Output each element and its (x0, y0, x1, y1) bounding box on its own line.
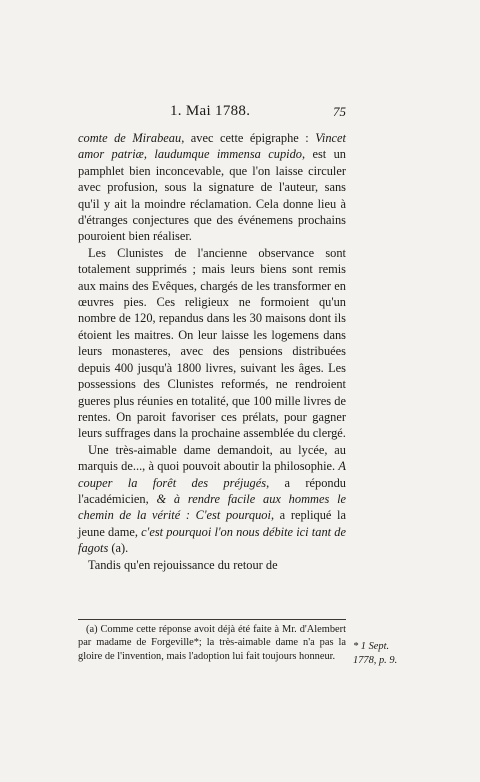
quote: c'est pourquoi l'on nous débite ici tant de fagots (78, 524, 346, 556)
person-name: comte de Mirabeau (78, 131, 182, 145)
text-run: , a répondu l'académicien, (78, 475, 346, 506)
paragraph-tandis: Tandis qu'en rejouissance du retour de (88, 557, 278, 572)
footnote (78, 623, 346, 663)
running-title: 1. Mai 1788. (170, 103, 251, 119)
margin-note-line: * 1 Sept. (353, 641, 390, 652)
epigraph: Vincet amor patriæ, laudumque immensa cupido (78, 131, 346, 162)
text-run: , est un pamphlet bien inconcevable, que l'on laisse circuler avec profusion, sous la signature de l'auteur, sans qu'il y ait la moindre réclamation. Cela donne lieu à d'étranges conjectures que des événemens prochains pouroient bien réaliser. (78, 147, 346, 244)
margin-note-line: 1778, p. 9. (353, 654, 398, 666)
page-header (78, 101, 346, 129)
margin-note (353, 640, 433, 668)
paragraph-clunistes: Les Clunistes de l'ancienne observance sont totalement supprimés ; mais leurs biens sont remis aux mains des Evêques, chargés de les transformer en œuvres pies. Ces religieux ne formoient qu'un nombre de 120, repandus dans les 30 maisons dont ils étoient les maitres. On leur laisse les logemens dans leurs monasteres, avec des pensions distribuées depuis 400 jusqu'à 1800 livres, suivant les âges. Les possessions des Clunistes reformés, ne rendroient gueres plus réunies en totalité, que 100 mille livres de rentes. On paroit favoriser ces prélats, pour gagner leurs suffrages dans la prochaine assemblée du clergé. (78, 245, 346, 441)
footnote-text: (a) Comme cette réponse avoit déjà été faite à Mr. d'Alembert par madame de Forgeville*; la très-aimable dame n'a pas la gloire de l'invention, mais l'adoption lui fait toujours honneur. (78, 624, 346, 662)
paragraph-lycee (78, 442, 346, 557)
text-run: , avec cette épigraphe : (181, 131, 316, 145)
quote: A couper la forêt des préjugés (78, 459, 346, 490)
quote: & à rendre facile aux hommes le chemin de la vérité : C'est pourquoi (78, 491, 347, 523)
text-run: Une très-aimable dame demandoit, au lycée, au marquis de..., à quoi pouvoit aboutir la philosophie. (78, 442, 346, 474)
page-number: 75 (333, 104, 346, 119)
footnote-rule (78, 619, 346, 620)
paragraph-mirabeau (78, 130, 346, 245)
body-text (78, 130, 346, 573)
text-run: , a repliqué la jeune dame, (78, 508, 346, 539)
footnote-ref: (a). (108, 541, 129, 556)
